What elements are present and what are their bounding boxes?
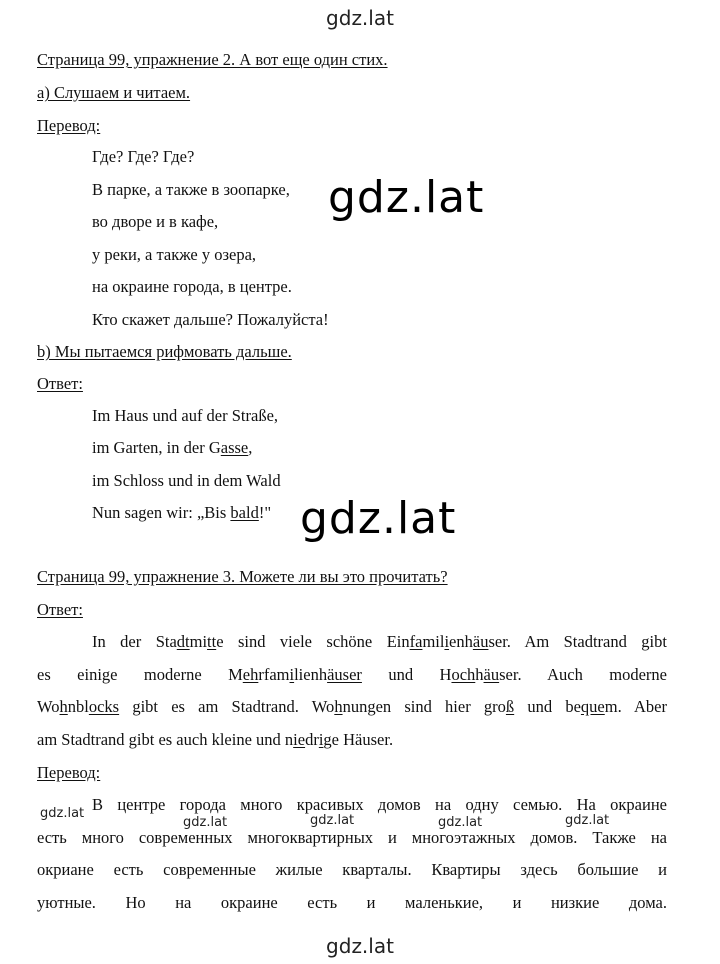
section2-heading: Страница 99, упражнение 3. Можете ли вы это прочитать? — [37, 567, 448, 586]
poem-line: во дворе и в кафе, — [92, 212, 219, 231]
watermark-bottom: gdz.lat — [326, 934, 394, 958]
german-line: In der Stadtmitte sind viele schöne Einfamilienhäuser. Am Stadtrand gibt — [92, 632, 667, 651]
watermark-small: gdz.lat — [565, 813, 610, 828]
section2-translation-label: Перевод: — [37, 763, 101, 782]
watermark-small: gdz.lat — [40, 806, 85, 821]
section1-part-a: а) Слушаем и читаем. — [37, 83, 191, 102]
answer-line-4: Nun sagen wir: „Bis bald!" — [92, 503, 272, 522]
german-line: es einige moderne Mehrfamilienhäuser und Hochhäuser. Auch moderne — [37, 664, 667, 684]
poem-line: на окраине города, в центре. — [92, 277, 292, 296]
section1-heading: Страница 99, упражнение 2. А вот еще один стих. — [37, 50, 388, 69]
section1-translation-label: Перевод: — [37, 116, 101, 135]
poem-line: В парке, а также в зоопарке, — [92, 180, 290, 199]
watermark-small: gdz.lat — [310, 813, 355, 828]
russian-line: В центре города много красивых домов на одну семью. На окраине — [92, 795, 667, 814]
watermark-large-1: gdz.lat — [328, 172, 485, 223]
watermark-large-2: gdz.lat — [300, 493, 457, 544]
section2-answer-label: Ответ: — [37, 600, 83, 619]
answer-line-3: im Schloss und in dem Wald — [92, 471, 281, 490]
russian-line: уютные. Но на окраине есть и маленькие, и низкие дома. — [37, 892, 667, 912]
poem-line: у реки, а также у озера, — [92, 245, 257, 264]
german-paragraph — [37, 626, 667, 756]
german-line: am Stadtrand gibt es auch kleine und niedrige Häuser. — [37, 729, 394, 749]
answer-line-2: im Garten, in der Gasse, — [92, 438, 253, 457]
russian-line: есть много современных многоквартирных и многоэтажных домов. Также на — [37, 827, 667, 847]
poem-line: Где? Где? Где? — [92, 147, 195, 166]
section1-answer-label: Ответ: — [37, 374, 83, 393]
russian-line: окриане есть современные жилые кварталы. Квартиры здесь большие и — [37, 860, 667, 879]
watermark-top: gdz.lat — [326, 6, 394, 30]
section1-part-b: b) Мы пытаемся рифмовать дальше. — [37, 342, 292, 361]
watermark-small: gdz.lat — [438, 815, 483, 830]
answer-line-1: Im Haus und auf der Straße, — [92, 406, 279, 425]
poem-line: Кто скажет дальше? Пожалуйста! — [92, 310, 329, 329]
watermark-small: gdz.lat — [183, 815, 228, 830]
german-line: Wohnblocks gibt es am Stadtrand. Wohnungen sind hier groß und bequem. Aber — [37, 697, 667, 716]
russian-paragraph — [37, 789, 667, 919]
